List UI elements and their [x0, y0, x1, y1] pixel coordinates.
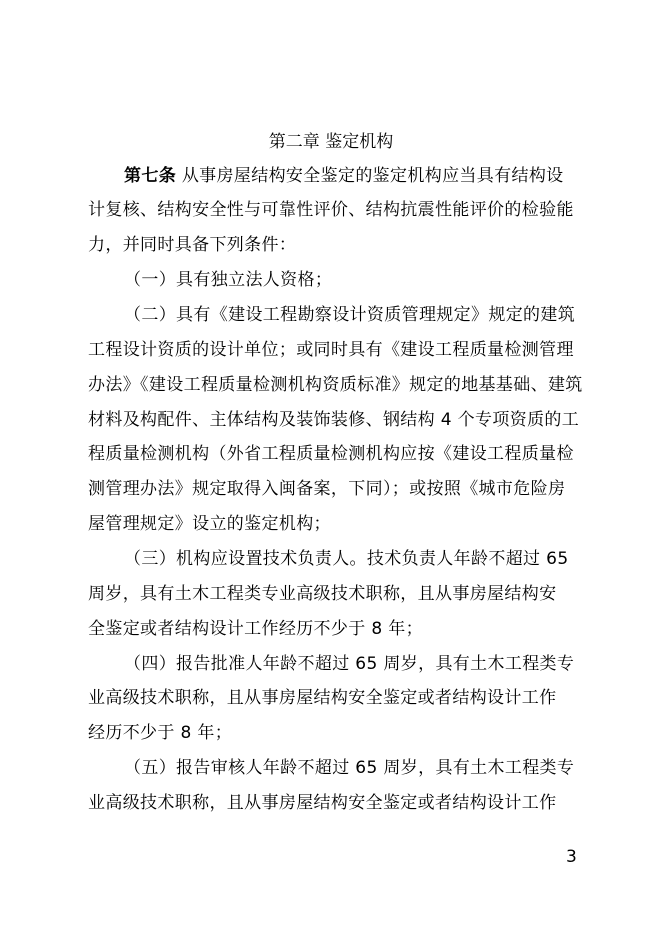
paragraph-line: 办法》《建设工程质量检测机构资质标准》规定的地基基础、建筑 — [88, 375, 583, 395]
item-4-line: （四）报告批准人年龄不超过 65 周岁，具有土木工程类专 — [124, 654, 575, 674]
paragraph-line: 材料及构配件、主体结构及装饰装修、钢结构 4 个专项资质的工 — [88, 410, 580, 430]
item-3-line: （三）机构应设置技术负责人。技术负责人年龄不超过 65 — [124, 549, 569, 569]
paragraph-line: 周岁，具有土木工程类专业高级技术职称，且从事房屋结构安 — [88, 584, 557, 604]
article-7-text: 从事房屋结构安全鉴定的鉴定机构应当具有结构设 — [176, 166, 564, 186]
page-number: 3 — [566, 847, 577, 867]
article-7-first-line — [124, 165, 564, 187]
paragraph-line: 力，并同时具备下列条件： — [88, 235, 297, 255]
paragraph-line: 全鉴定或者结构设计工作经历不少于 8 年； — [88, 619, 423, 639]
paragraph-line: 计复核、结构安全性与可靠性评价、结构抗震性能评价的检验能 — [88, 200, 574, 220]
paragraph-line: 工程设计资质的设计单位；或同时具有《建设工程质量检测管理 — [88, 340, 574, 360]
paragraph-line: 业高级技术职称，且从事房屋结构安全鉴定或者结构设计工作 — [88, 793, 557, 813]
item-5-line: （五）报告审核人年龄不超过 65 周岁，具有土木工程类专 — [124, 758, 575, 778]
paragraph-line: 业高级技术职称，且从事房屋结构安全鉴定或者结构设计工作 — [88, 688, 557, 708]
article-label: 第七条 — [124, 166, 177, 186]
paragraph-line: 测管理办法》规定取得入闽备案，下同）；或按照《城市危险房 — [88, 479, 566, 499]
paragraph-line: 程质量检测机构（外省工程质量检测机构应按《建设工程质量检 — [88, 444, 574, 464]
item-2-line: （二）具有《建设工程勘察设计资质管理规定》规定的建筑 — [124, 305, 576, 325]
chapter-title: 第二章 鉴定机构 — [268, 132, 394, 152]
paragraph-line: 经历不少于 8 年； — [88, 723, 233, 743]
item-1-line: （一）具有独立法人资格； — [124, 270, 333, 290]
paragraph-line: 屋管理规定》设立的鉴定机构； — [88, 514, 331, 534]
